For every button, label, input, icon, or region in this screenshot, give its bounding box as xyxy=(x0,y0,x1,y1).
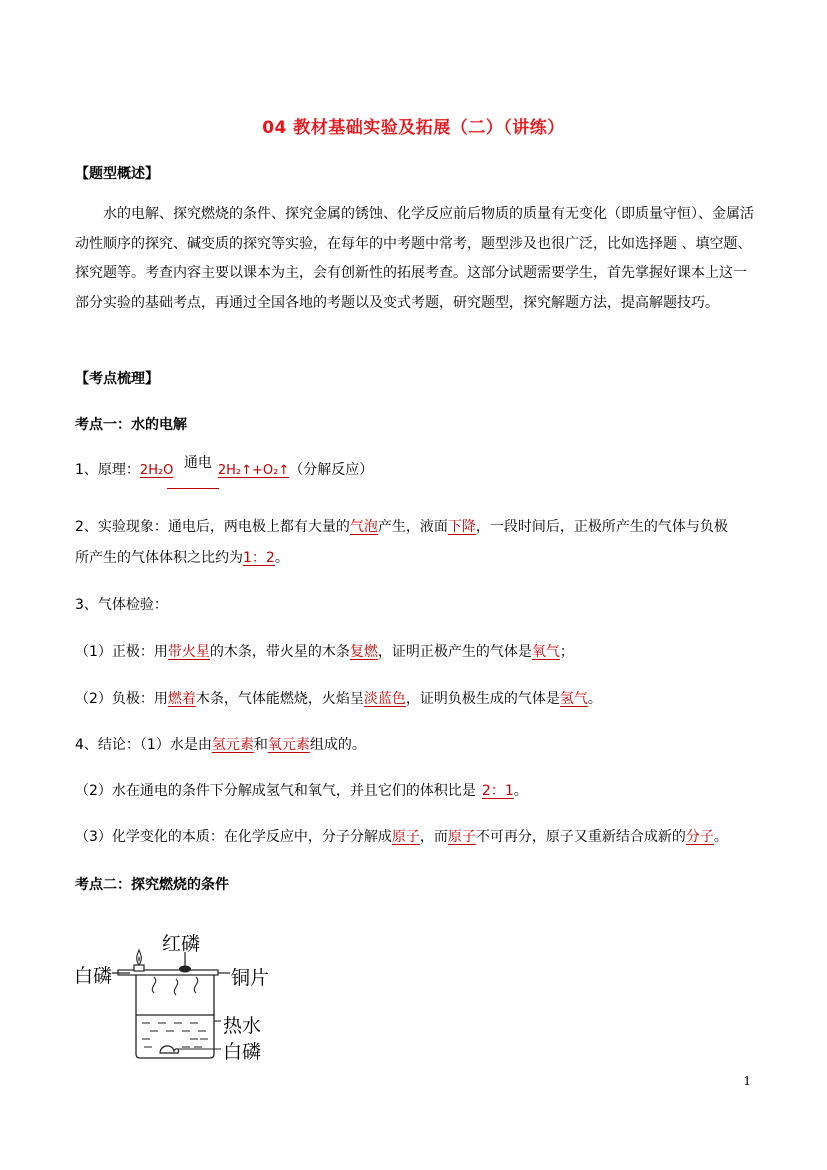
equation-condition: 通电 xyxy=(183,455,212,471)
equation-arrow-line xyxy=(167,488,219,489)
volume-ratio-line xyxy=(75,780,528,800)
page-number: 1 xyxy=(743,1074,751,1088)
points-heading: 【考点梳理】 xyxy=(75,371,159,387)
answer-burning: 燃着 xyxy=(167,691,196,707)
overview-heading: 【题型概述】 xyxy=(75,166,159,182)
combustion-figure xyxy=(74,925,274,1063)
conclusion-line xyxy=(75,734,366,754)
text-segment: 。 xyxy=(587,691,602,707)
text-segment: （2）负极：用 xyxy=(75,691,168,707)
answer-molecule: 分子 xyxy=(685,829,714,845)
point2-heading: 考点二：探究燃烧的条件 xyxy=(75,877,229,893)
equation-suffix: （分解反应） xyxy=(289,462,374,478)
answer-rekindle: 复燃 xyxy=(349,644,378,660)
text-segment: （2）水在通电的条件下分解成氢气和氧气，并且它们的体积比是 xyxy=(75,783,476,799)
text-segment: ，一段时间后，正极所产生的气体与负极 xyxy=(475,519,728,535)
text-segment: 组成的。 xyxy=(309,737,366,753)
answer-hydrogen-element: 氢元素 xyxy=(211,737,254,753)
label-white-phosphorus-top: 白磷 xyxy=(74,965,113,987)
answer-bubbles: 气泡 xyxy=(349,519,378,535)
answer-pale-blue: 淡蓝色 xyxy=(363,691,406,707)
label-red-phosphorus: 红磷 xyxy=(162,933,201,955)
text-segment: 4、结论：（1）水是由 xyxy=(75,737,212,753)
equation-reactant: 2H₂O xyxy=(139,463,174,478)
equation-products: 2H₂↑+O₂↑ xyxy=(217,463,290,478)
principle-line xyxy=(75,455,374,479)
positive-electrode-line xyxy=(75,641,574,661)
text-segment: 。 xyxy=(513,783,528,799)
page-title: 04 教材基础实验及拓展（二）（讲练） xyxy=(262,118,565,138)
point1-heading: 考点一：水的电解 xyxy=(75,417,187,433)
text-segment: 不可再分，原子又重新结合成新的 xyxy=(475,829,686,845)
answer-level-drop: 下降 xyxy=(447,519,476,535)
text-segment: 木条，气体能燃烧，火焰呈 xyxy=(195,691,364,707)
label-white-phosphorus-bottom: 白磷 xyxy=(223,1041,262,1063)
text-segment: ，证明负极生成的气体是 xyxy=(405,691,560,707)
text-segment: ； xyxy=(559,644,574,660)
answer-ratio: 1：2 xyxy=(243,550,275,566)
text-segment: （1）正极：用 xyxy=(75,644,168,660)
text-segment: 2、实验现象：通电后，两电极上都有大量的 xyxy=(75,519,350,535)
answer-ratio-2-1: 2：1 xyxy=(481,783,514,799)
answer-hydrogen: 氢气 xyxy=(559,691,588,707)
answer-oxygen-element: 氧元素 xyxy=(267,737,310,753)
answer-atom: 原子 xyxy=(391,829,420,845)
text-segment: （3）化学变化的本质：在化学反应中，分子分解成 xyxy=(75,829,392,845)
principle-prefix: 1、原理： xyxy=(75,462,140,478)
overview-paragraph: 水的电解、探究燃烧的条件、探究金属的锈蚀、化学反应前后物质的质量有无变化（即质量守恒）、金属活动性顺序的探究、碱变质的探究等实验，在每年的中考题中常考，题型涉及也很广泛，比如选择题 、填空题、探究题等。考查内容主要以课本为主，会有创新性的拓展考查。这部分试题需要学生，首先掌握好课本上这一部分实验的基础考点，再通过全国各地的考题以及变式考题，研究题型，探究解题方法，提高解题技巧。 xyxy=(75,206,754,311)
text-segment: ，而 xyxy=(419,829,448,845)
text-segment: 。 xyxy=(274,550,289,566)
phenomenon-line-2 xyxy=(75,547,289,567)
text-segment: 。 xyxy=(713,829,728,845)
chemical-change-line xyxy=(75,826,728,846)
gas-test-heading: 3、气体检验： xyxy=(75,597,168,613)
text-segment: 的木条，带火星的木条 xyxy=(209,644,350,660)
label-copper-sheet: 铜片 xyxy=(231,967,270,989)
text-segment: ，证明正极产生的气体是 xyxy=(377,644,532,660)
phenomenon-line xyxy=(75,516,728,536)
answer-atom-2: 原子 xyxy=(447,829,476,845)
answer-glowing: 带火星 xyxy=(167,644,210,660)
text-segment: 和 xyxy=(253,737,268,753)
text-segment: 产生，液面 xyxy=(377,519,448,535)
text-segment: 所产生的气体体积之比约为 xyxy=(75,550,243,566)
label-hot-water: 热水 xyxy=(223,1015,262,1037)
negative-electrode-line xyxy=(75,688,602,708)
answer-oxygen: 氧气 xyxy=(531,644,560,660)
